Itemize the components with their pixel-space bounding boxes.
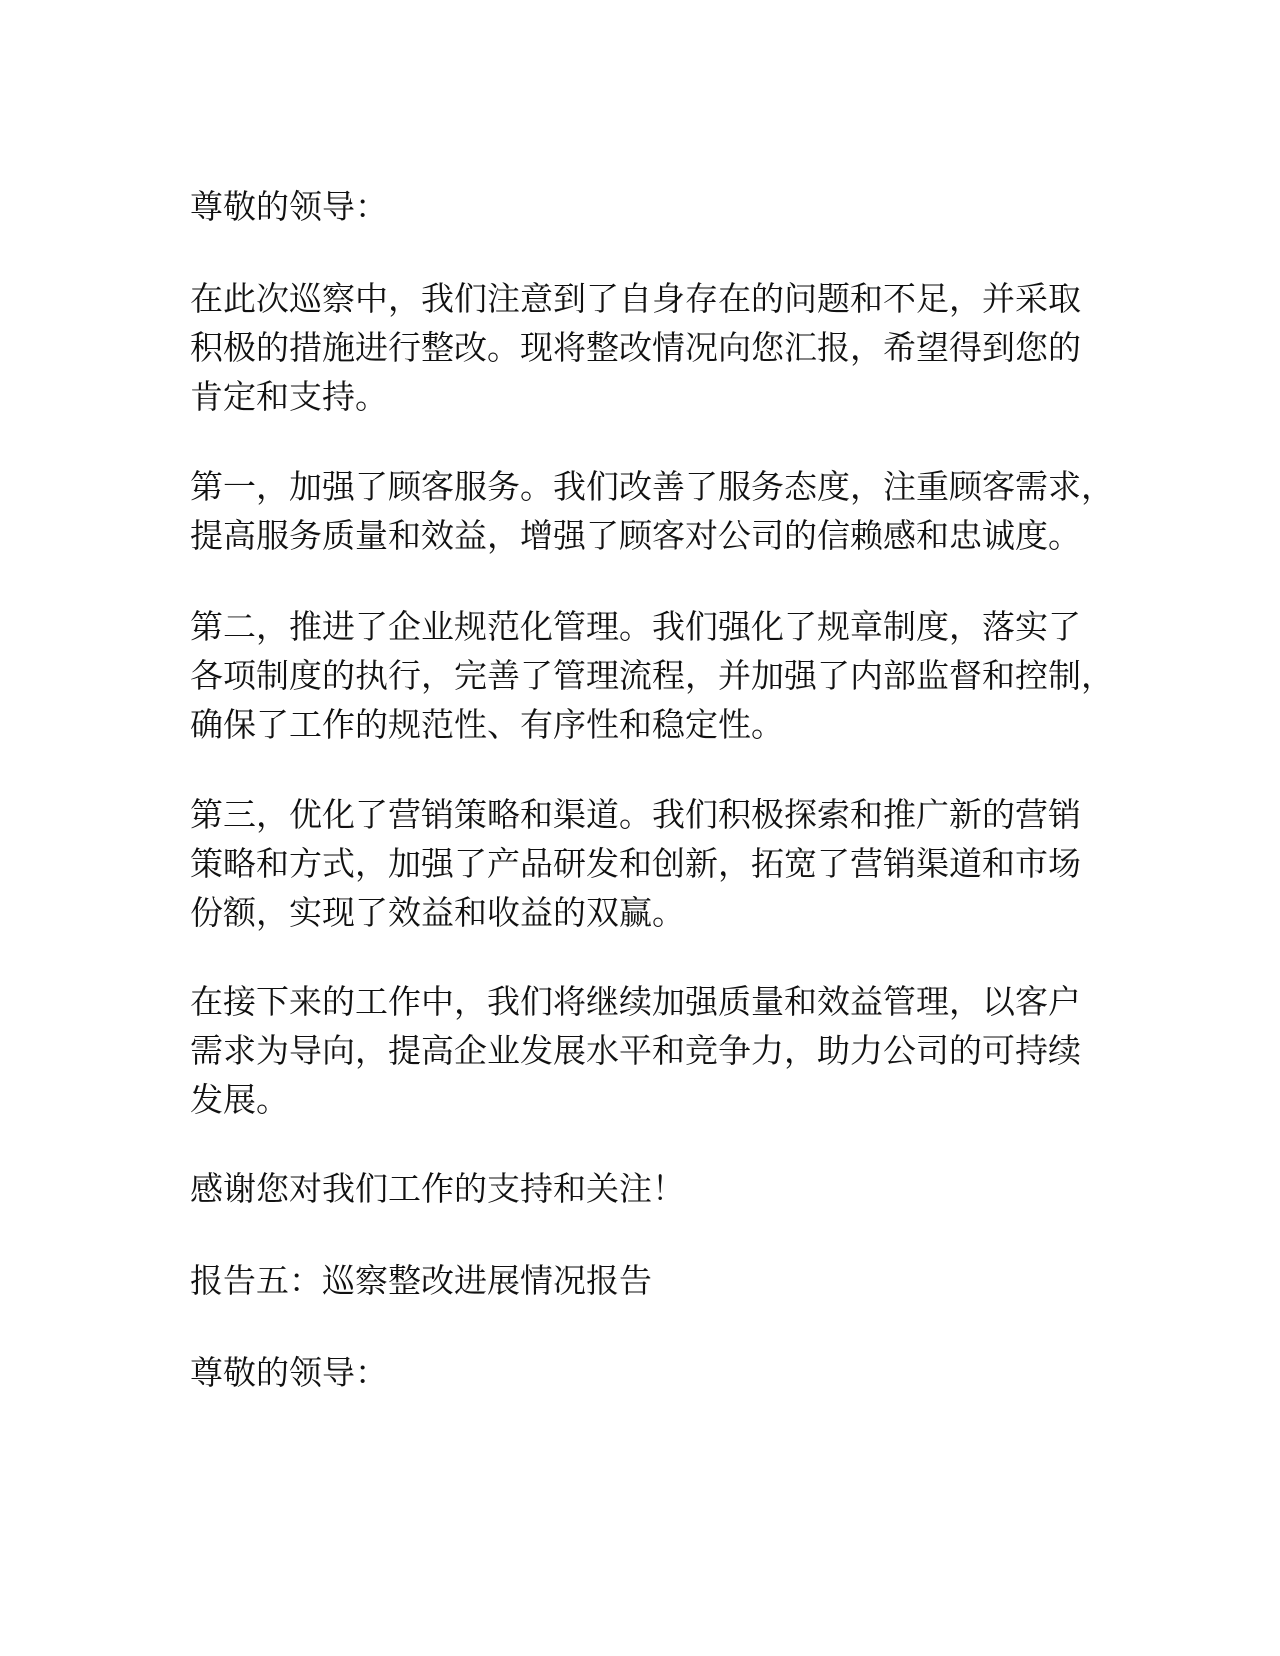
- text-line: 尊敬的领导：: [190, 1353, 388, 1392]
- paragraph-intro: [190, 274, 1130, 421]
- text-line: 积极的措施进行整改。现将整改情况向您汇报，希望得到您的: [190, 328, 1081, 367]
- paragraph-next-steps: [190, 977, 1130, 1124]
- thanks-line: [190, 1164, 1130, 1213]
- text-line: 在此次巡察中，我们注意到了自身存在的问题和不足，并采取: [190, 279, 1081, 318]
- text-line: 第一，加强了顾客服务。我们改善了服务态度，注重顾客需求，: [190, 467, 1114, 506]
- text-line: 确保了工作的规范性、有序性和稳定性。: [190, 705, 784, 744]
- text-line: 第三，优化了营销策略和渠道。我们积极探索和推广新的营销: [190, 795, 1081, 834]
- paragraph-second: [190, 602, 1130, 749]
- paragraph-third: [190, 790, 1130, 937]
- text-line: 策略和方式，加强了产品研发和创新，拓宽了营销渠道和市场: [190, 844, 1081, 883]
- text-line: 在接下来的工作中，我们将继续加强质量和效益管理，以客户: [190, 982, 1081, 1021]
- paragraph-first: [190, 462, 1130, 560]
- text-line: 发展。: [190, 1080, 289, 1119]
- text-line: 份额，实现了效益和收益的双赢。: [190, 893, 685, 932]
- text-line: 提高服务质量和效益，增强了顾客对公司的信赖感和忠诚度。: [190, 516, 1081, 555]
- report-title: [190, 1256, 1130, 1305]
- text-line: 尊敬的领导：: [190, 187, 388, 226]
- greeting-salutation: [190, 182, 1130, 231]
- text-line: 肯定和支持。: [190, 377, 388, 416]
- text-line: 第二，推进了企业规范化管理。我们强化了规章制度，落实了: [190, 607, 1081, 646]
- text-line: 需求为导向，提高企业发展水平和竞争力，助力公司的可持续: [190, 1031, 1081, 1070]
- text-line: 各项制度的执行，完善了管理流程，并加强了内部监督和控制，: [190, 656, 1114, 695]
- text-line: 报告五：巡察整改进展情况报告: [190, 1261, 652, 1300]
- greeting-salutation-2: [190, 1348, 1130, 1397]
- text-line: 感谢您对我们工作的支持和关注！: [190, 1169, 685, 1208]
